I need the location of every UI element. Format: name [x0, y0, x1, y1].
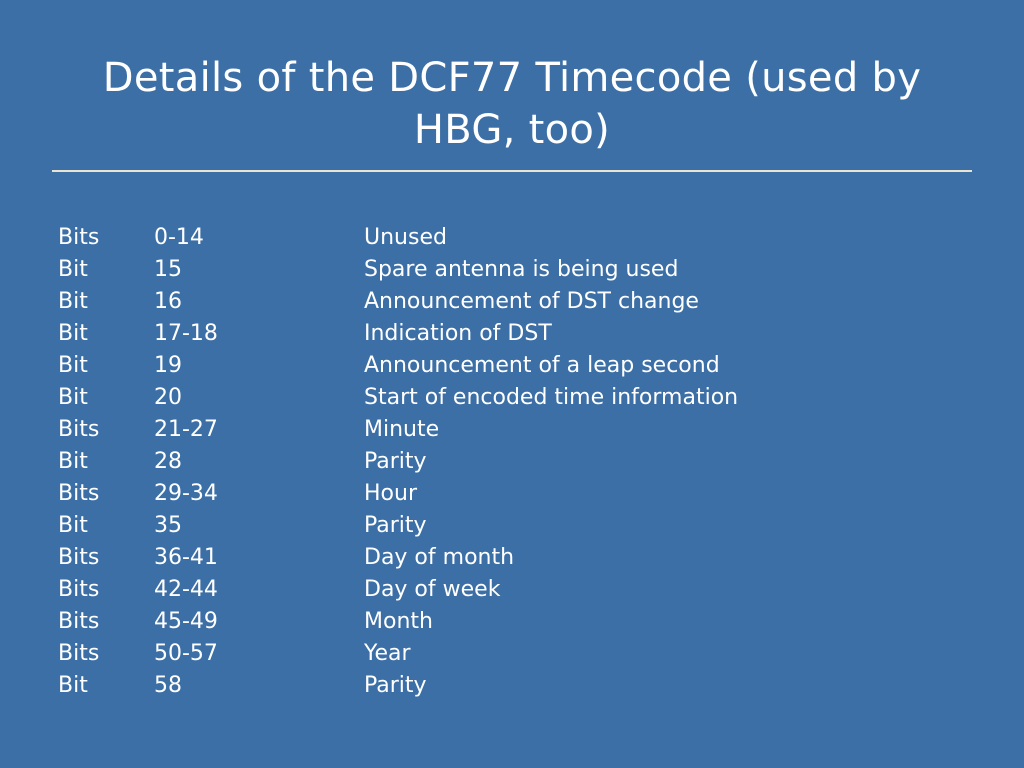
row-bits: 45-49 [154, 609, 218, 634]
row-label: Bits [58, 417, 100, 442]
row-label: Bits [58, 481, 100, 506]
table-row [58, 510, 958, 542]
row-bits: 16 [154, 289, 182, 314]
table-row [58, 414, 958, 446]
row-description: Parity [364, 449, 427, 474]
row-description: Day of month [364, 545, 515, 570]
table-row [58, 670, 958, 702]
table-row [58, 606, 958, 638]
row-bits: 20 [154, 385, 182, 410]
row-label: Bit [58, 353, 88, 378]
table-row [58, 638, 958, 670]
row-label: Bits [58, 545, 100, 570]
row-bits: 58 [154, 673, 182, 698]
table-row [58, 382, 958, 414]
row-description: Parity [364, 673, 427, 698]
row-label: Bit [58, 673, 88, 698]
row-label: Bit [58, 321, 88, 346]
row-bits: 15 [154, 257, 182, 282]
table-row [58, 446, 958, 478]
row-bits: 29-34 [154, 481, 218, 506]
page-title: Details of the DCF77 Timecode (used by HBG, too) [102, 55, 922, 153]
row-bits: 21-27 [154, 417, 218, 442]
row-label: Bits [58, 609, 100, 634]
row-label: Bits [58, 577, 100, 602]
row-label: Bits [58, 225, 100, 250]
row-description: Parity [364, 513, 427, 538]
row-bits: 36-41 [154, 545, 218, 570]
table-row [58, 350, 958, 382]
row-description: Spare antenna is being used [364, 257, 679, 282]
row-bits: 35 [154, 513, 182, 538]
table-row [58, 254, 958, 286]
table-row [58, 222, 958, 254]
row-label: Bits [58, 641, 100, 666]
table-row [58, 318, 958, 350]
row-description: Start of encoded time information [364, 385, 739, 410]
row-bits: 0-14 [154, 225, 204, 250]
title-divider [52, 170, 972, 172]
table-row [58, 286, 958, 318]
row-description: Month [364, 609, 433, 634]
row-description: Indication of DST [364, 321, 552, 346]
row-description: Announcement of a leap second [364, 353, 720, 378]
table-row [58, 542, 958, 574]
row-label: Bit [58, 257, 88, 282]
row-label: Bit [58, 289, 88, 314]
row-bits: 19 [154, 353, 182, 378]
table-row [58, 574, 958, 606]
row-label: Bit [58, 385, 88, 410]
row-description: Minute [364, 417, 440, 442]
row-label: Bit [58, 449, 88, 474]
row-description: Year [364, 641, 411, 666]
timecode-table [58, 222, 958, 702]
row-description: Hour [364, 481, 417, 506]
row-description: Day of week [364, 577, 501, 602]
row-bits: 28 [154, 449, 182, 474]
row-description: Unused [364, 225, 447, 250]
table-row [58, 478, 958, 510]
row-bits: 42-44 [154, 577, 218, 602]
row-bits: 17-18 [154, 321, 218, 346]
row-label: Bit [58, 513, 88, 538]
row-description: Announcement of DST change [364, 289, 699, 314]
row-bits: 50-57 [154, 641, 218, 666]
